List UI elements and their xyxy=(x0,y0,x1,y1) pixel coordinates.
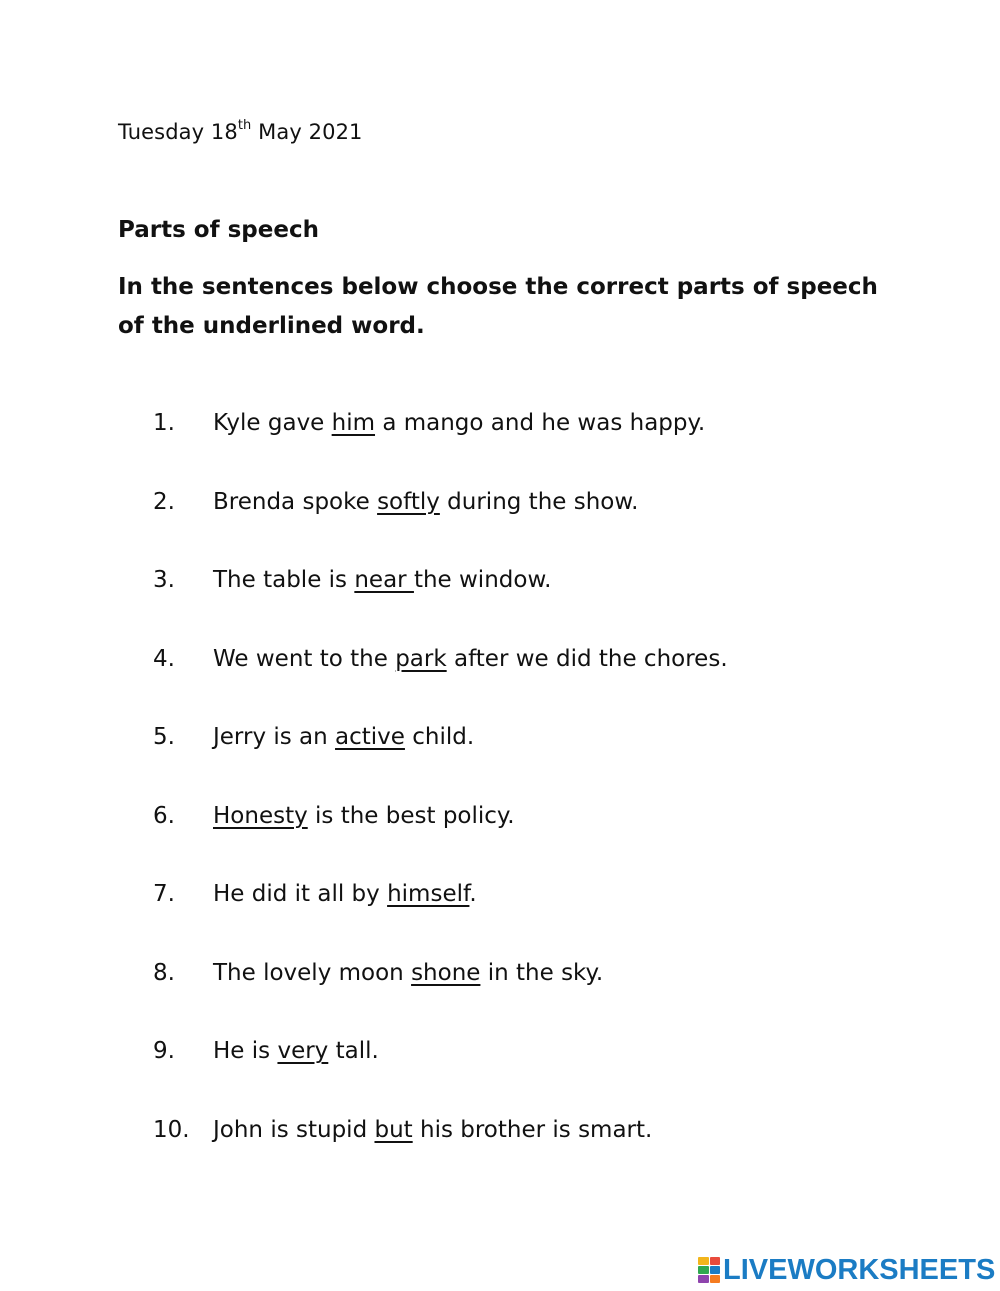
logo-block xyxy=(710,1275,721,1283)
question-number: 8. xyxy=(153,959,175,986)
sentence-after: is the best policy. xyxy=(307,802,515,829)
question-item xyxy=(0,489,1000,568)
date-ordinal-suffix: th xyxy=(237,118,252,133)
question-sentence xyxy=(213,881,477,907)
liveworksheets-blocks-icon xyxy=(698,1257,720,1283)
question-sentence xyxy=(213,1038,379,1064)
question-item xyxy=(0,803,1000,882)
underlined-word: himself xyxy=(387,881,470,907)
question-item xyxy=(0,646,1000,725)
logo-block xyxy=(710,1266,721,1274)
sentence-before: The lovely moon xyxy=(213,959,412,986)
question-number: 3. xyxy=(153,567,175,593)
date-month-year: May 2021 xyxy=(251,120,363,144)
question-item xyxy=(0,410,1000,489)
underlined-word: park xyxy=(395,645,447,672)
sentence-before: We went to the xyxy=(213,645,396,672)
liveworksheets-logo xyxy=(698,1253,995,1287)
question-number: 10. xyxy=(153,1116,190,1143)
sentence-before: He is xyxy=(213,1038,278,1064)
question-item xyxy=(0,960,1000,1039)
underlined-word: shone xyxy=(411,959,481,986)
question-sentence xyxy=(213,724,474,750)
question-number: 2. xyxy=(153,488,175,515)
logo-block xyxy=(698,1266,709,1274)
question-sentence xyxy=(213,646,728,672)
question-item xyxy=(0,724,1000,803)
underlined-word: near xyxy=(354,567,414,593)
question-sentence xyxy=(213,567,551,593)
question-sentence xyxy=(213,489,638,515)
question-item xyxy=(0,1038,1000,1117)
question-number: 4. xyxy=(153,645,175,672)
sentence-after: in the sky. xyxy=(480,959,604,986)
question-number: 9. xyxy=(153,1038,175,1064)
question-number: 7. xyxy=(153,881,175,907)
sentence-before: John is stupid xyxy=(213,1116,375,1143)
sentence-before: Kyle gave xyxy=(213,410,332,436)
sentence-before: He did it all by xyxy=(213,881,388,907)
question-number: 1. xyxy=(153,410,175,436)
worksheet-instructions: In the sentences below choose the correct parts of speech of the underlined word. xyxy=(118,274,878,339)
question-item xyxy=(0,1117,1000,1196)
underlined-word: very xyxy=(277,1038,329,1064)
sentence-before: Brenda spoke xyxy=(213,488,378,515)
worksheet-date xyxy=(118,120,363,144)
sentence-after: . xyxy=(469,881,477,907)
question-item xyxy=(0,881,1000,960)
sentence-after: during the show. xyxy=(439,488,639,515)
sentence-before: Jerry is an xyxy=(213,724,336,750)
sentence-before: The table is xyxy=(213,567,355,593)
sentence-after: a mango and he was happy. xyxy=(375,410,706,436)
liveworksheets-wordmark: LIVEWORKSHEETS xyxy=(723,1253,996,1286)
underlined-word: but xyxy=(374,1116,413,1143)
question-list xyxy=(0,410,1000,1195)
sentence-after: the window. xyxy=(413,567,552,593)
underlined-word: him xyxy=(331,410,376,436)
sentence-after: after we did the chores. xyxy=(446,645,728,672)
question-item xyxy=(0,567,1000,646)
sentence-after: his brother is smart. xyxy=(412,1116,653,1143)
logo-block xyxy=(710,1257,721,1265)
sentence-after: tall. xyxy=(328,1038,379,1064)
underlined-word: active xyxy=(335,724,405,750)
date-day: Tuesday 18 xyxy=(118,120,238,144)
question-sentence xyxy=(213,410,705,436)
underlined-word: softly xyxy=(377,488,440,515)
question-sentence xyxy=(213,1117,652,1143)
question-sentence xyxy=(213,960,603,986)
worksheet-title: Parts of speech xyxy=(118,217,319,243)
sentence-after: child. xyxy=(404,724,475,750)
underlined-word: Honesty xyxy=(213,802,308,829)
question-sentence xyxy=(213,803,515,829)
logo-block xyxy=(698,1257,709,1265)
logo-block xyxy=(698,1275,709,1283)
question-number: 5. xyxy=(153,724,175,750)
question-number: 6. xyxy=(153,802,175,829)
